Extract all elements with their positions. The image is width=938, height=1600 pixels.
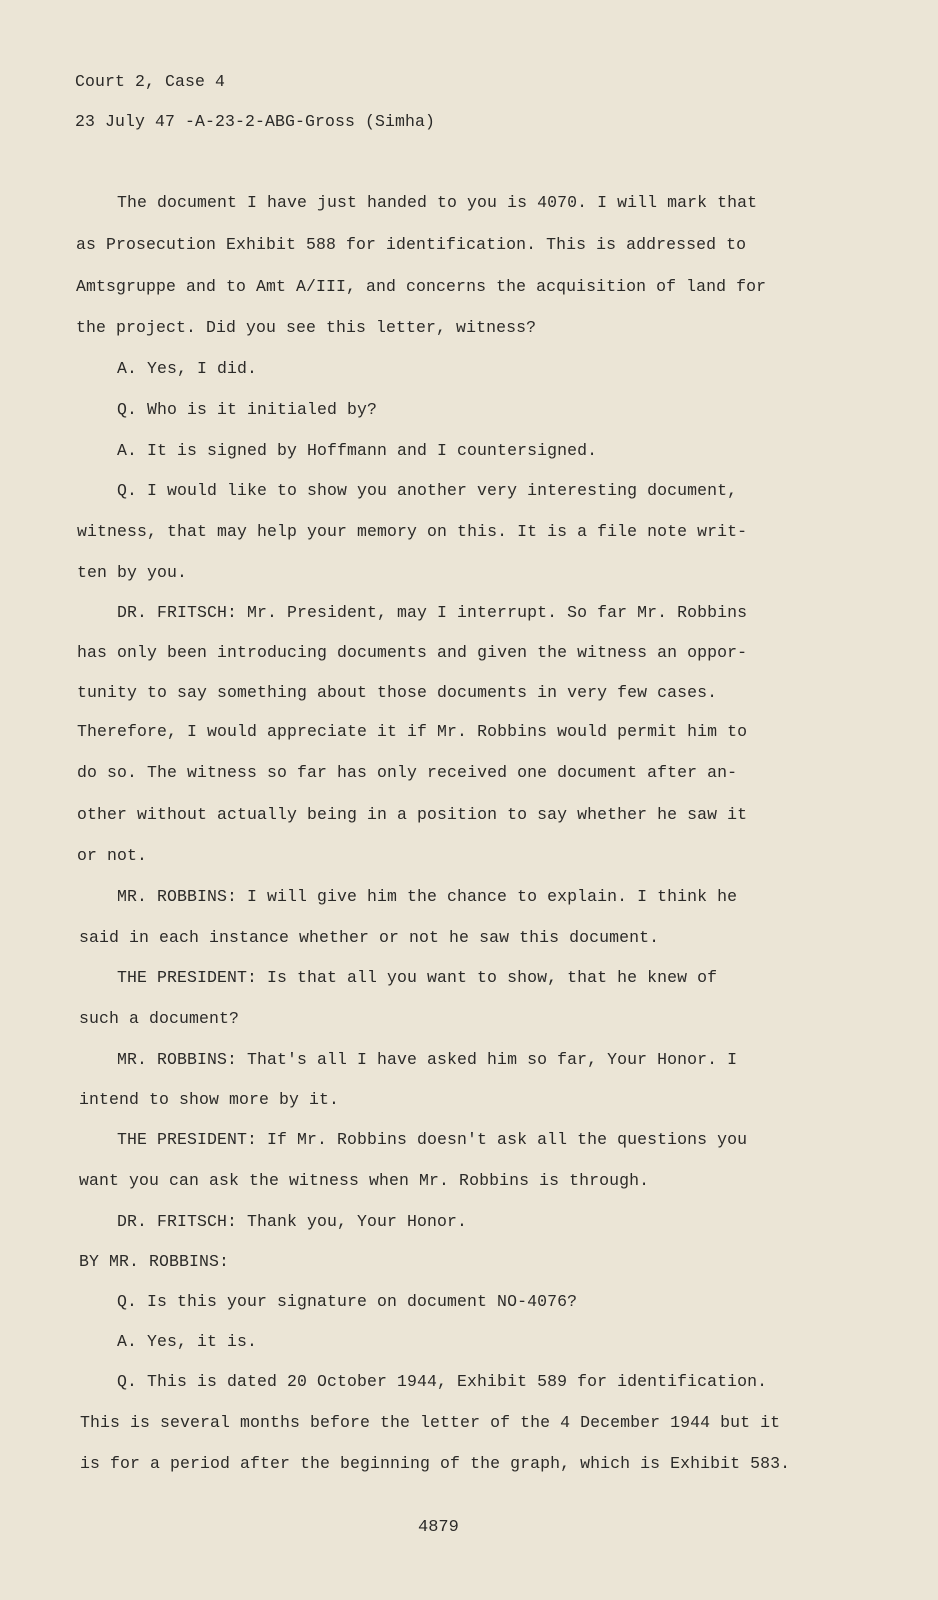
text-line: want you can ask the witness when Mr. Robbins is through.	[79, 1171, 650, 1190]
text-line: other without actually being in a position to say whether he saw it	[77, 805, 748, 824]
text-line: do so. The witness so far has only received one document after an-	[77, 763, 738, 782]
text-line: The document I have just handed to you is 4070. I will mark that	[117, 193, 758, 212]
text-line: has only been introducing documents and given the witness an oppor-	[77, 643, 748, 662]
text-line: Q. Is this your signature on document NO-4076?	[117, 1292, 578, 1311]
text-line: Q. This is dated 20 October 1944, Exhibit 589 for identification.	[117, 1372, 768, 1391]
text-line: Q. Who is it initialed by?	[117, 400, 378, 419]
text-line: the project. Did you see this letter, witness?	[76, 318, 537, 337]
text-line: This is several months before the letter of the 4 December 1944 but it	[80, 1413, 781, 1432]
header-session: 23 July 47 -A-23-2-ABG-Gross (Simha)	[75, 112, 436, 131]
text-line: Amtsgruppe and to Amt A/III, and concerns the acquisition of land for	[76, 277, 767, 296]
text-line: A. Yes, I did.	[117, 359, 258, 378]
text-line: tunity to say something about those documents in very few cases.	[77, 683, 718, 702]
text-line: intend to show more by it.	[79, 1090, 340, 1109]
text-line: is for a period after the beginning of the graph, which is Exhibit 583.	[80, 1454, 791, 1473]
text-line: such a document?	[79, 1009, 240, 1028]
text-line: A. It is signed by Hoffmann and I countersigned.	[117, 441, 598, 460]
text-line: THE PRESIDENT: If Mr. Robbins doesn't ask all the questions you	[117, 1130, 748, 1149]
header-court: Court 2, Case 4	[75, 72, 226, 91]
text-line: witness, that may help your memory on this. It is a file note writ-	[77, 522, 748, 541]
text-line: said in each instance whether or not he saw this document.	[79, 928, 660, 947]
text-line: as Prosecution Exhibit 588 for identification. This is addressed to	[76, 235, 747, 254]
text-line: Therefore, I would appreciate it if Mr. Robbins would permit him to	[77, 722, 748, 741]
text-line: MR. ROBBINS: I will give him the chance to explain. I think he	[117, 887, 738, 906]
text-line: ten by you.	[77, 563, 188, 582]
text-line: or not.	[77, 846, 148, 865]
page-number: 4879	[418, 1518, 459, 1537]
text-line: Q. I would like to show you another very interesting document,	[117, 481, 738, 500]
text-line: DR. FRITSCH: Thank you, Your Honor.	[117, 1212, 468, 1231]
text-line: A. Yes, it is.	[117, 1332, 258, 1351]
text-line: DR. FRITSCH: Mr. President, may I interrupt. So far Mr. Robbins	[117, 603, 748, 622]
text-line: BY MR. ROBBINS:	[79, 1252, 230, 1271]
text-line: THE PRESIDENT: Is that all you want to show, that he knew of	[117, 968, 718, 987]
text-line: MR. ROBBINS: That's all I have asked him so far, Your Honor. I	[117, 1050, 738, 1069]
